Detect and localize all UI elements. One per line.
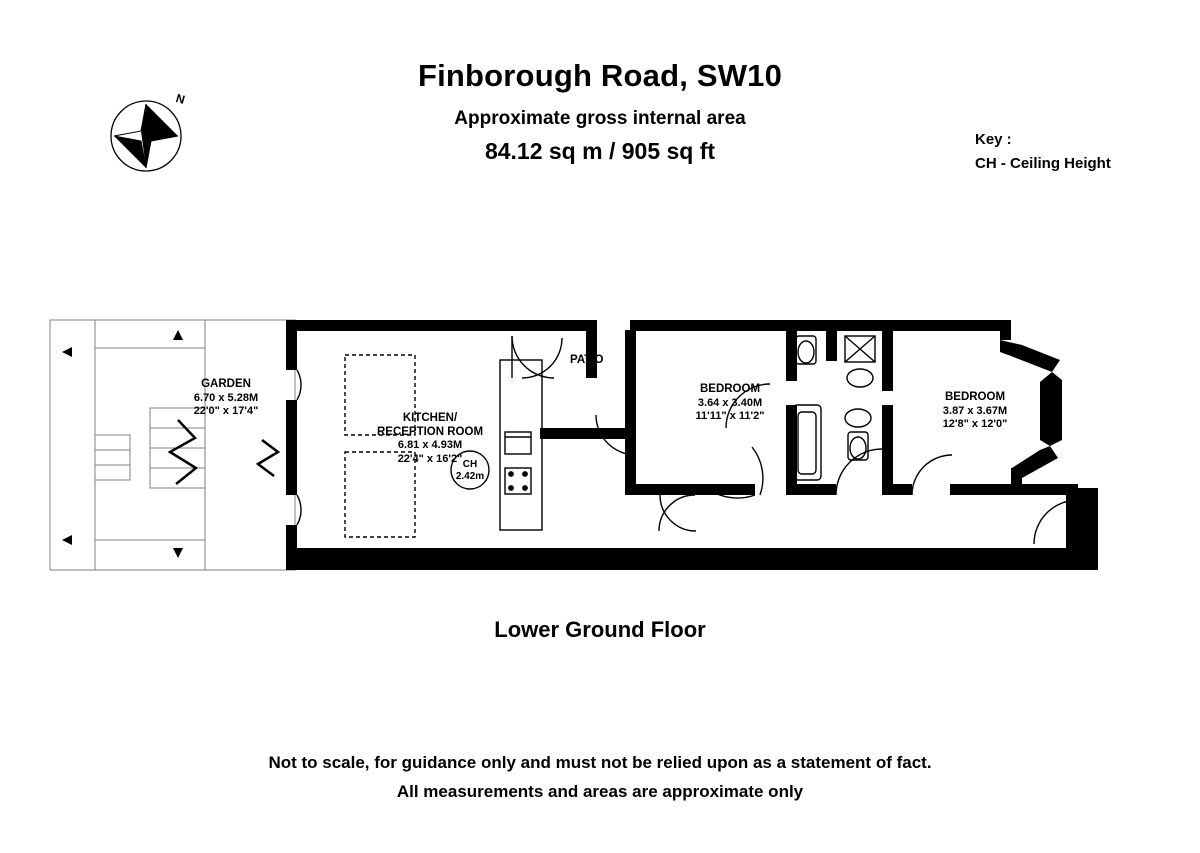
- key-heading: Key :: [975, 131, 1012, 148]
- room-name: GARDEN: [201, 378, 251, 390]
- compass-north-label: N: [174, 91, 187, 107]
- ceiling-height-code: CH: [462, 459, 478, 470]
- room-imperial: 11'11" x 11'2": [695, 410, 765, 422]
- room-label-bedroom-2: [885, 391, 1065, 432]
- room-metric: 6.70 x 5.28M: [193, 391, 259, 404]
- room-metric: 3.87 x 3.67M: [942, 404, 1008, 417]
- room-metric: 6.81 x 4.93M: [397, 439, 463, 451]
- disclaimer: [0, 748, 1200, 806]
- room-name-2: RECEPTION ROOM: [376, 425, 484, 438]
- room-imperial: 22'4" x 16'2": [397, 452, 463, 465]
- room-label-kitchen-reception: [345, 412, 515, 466]
- floor-caption: Lower Ground Floor: [494, 617, 706, 642]
- disclaimer-line-2: All measurements and areas are approximate only: [396, 782, 804, 801]
- ceiling-height-label: [448, 459, 492, 483]
- room-name: KITCHEN/: [402, 412, 458, 424]
- page-title: Finborough Road, SW10: [417, 58, 783, 93]
- room-label-bedroom-1: [640, 383, 820, 424]
- disclaimer-line-1: Not to scale, for guidance only and must not be relied upon as a statement of fact.: [268, 753, 932, 772]
- room-label-patio: PATIO: [570, 354, 604, 366]
- key-entry-ceiling-height: CH - Ceiling Height: [975, 155, 1111, 172]
- room-metric: 3.64 x 3.40M: [697, 396, 763, 409]
- ceiling-height-value: 2.42m: [455, 471, 485, 482]
- break-line-2: [258, 440, 278, 476]
- area-caption: Approximate gross internal area: [454, 108, 746, 129]
- room-name: BEDROOM: [699, 383, 761, 395]
- room-imperial: 22'0" x 17'4": [193, 405, 259, 417]
- area-value: 84.12 sq m / 905 sq ft: [484, 138, 716, 164]
- garden-outline: [50, 320, 295, 570]
- room-imperial: 12'8" x 12'0": [942, 418, 1008, 430]
- room-name: BEDROOM: [944, 391, 1006, 403]
- room-label-garden: [166, 378, 286, 419]
- break-line: [170, 420, 196, 484]
